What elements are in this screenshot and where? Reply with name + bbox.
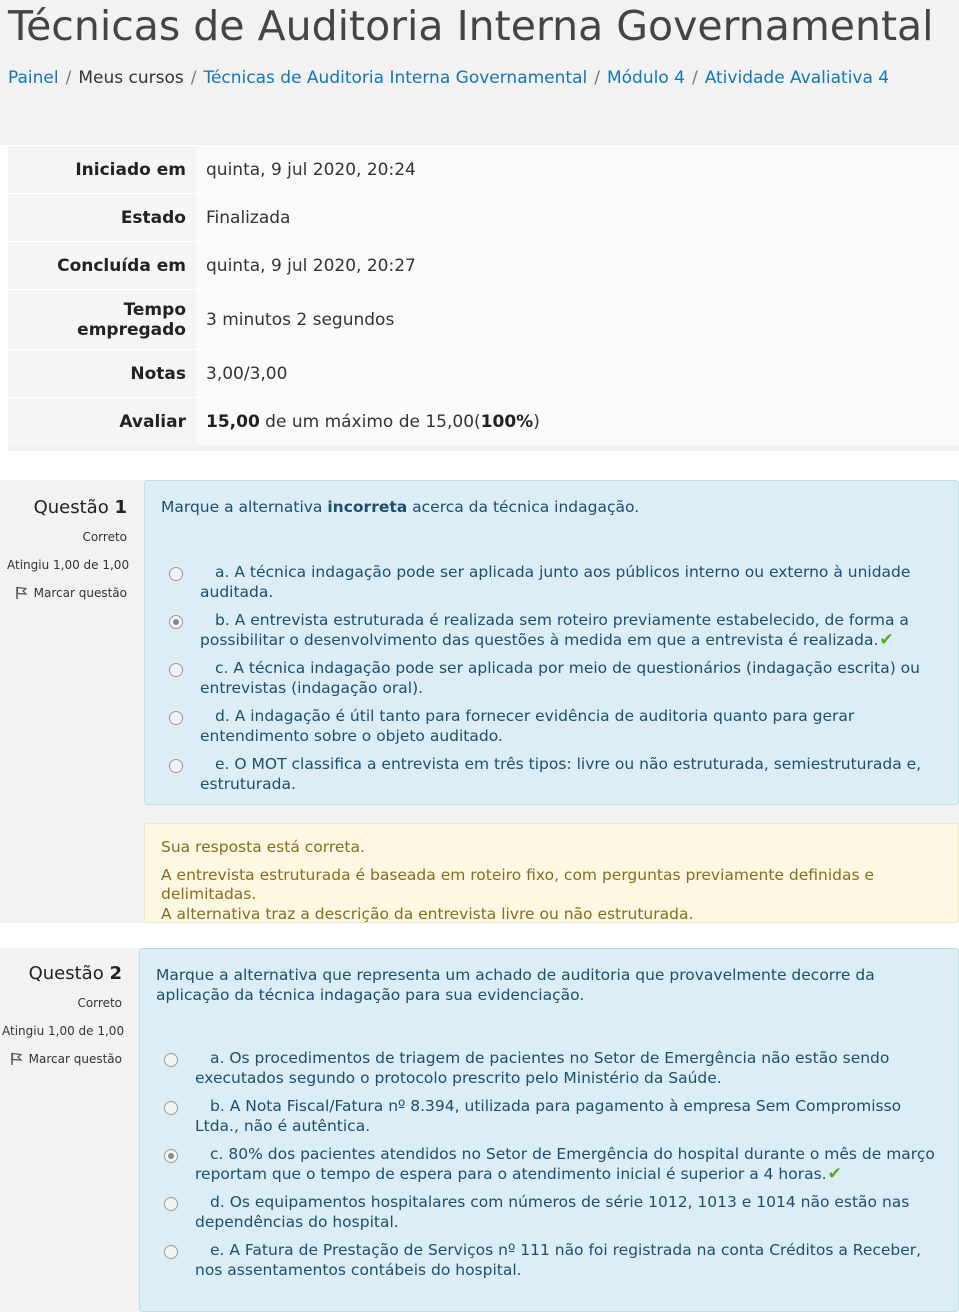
radio-button[interactable] (169, 711, 183, 725)
summary-label: Estado (8, 193, 196, 241)
radio-button[interactable] (164, 1053, 178, 1067)
summary-label (8, 289, 196, 349)
summary-label: Avaliar (8, 397, 196, 445)
answer-text: b. A Nota Fiscal/Fatura nº 8.394, utilizada para pagamento à empresa Sem Compromisso Ltda., não é autêntica. (195, 1097, 902, 1135)
flag-question-label: Marcar questão (28, 1052, 122, 1066)
summary-row-completed (8, 241, 959, 289)
flag-question-label: Marcar questão (33, 586, 127, 600)
question-1-content (144, 480, 959, 805)
question-number: Questão 1 (33, 497, 127, 518)
question-2-content (139, 948, 959, 1312)
check-icon: ✔ (827, 1163, 842, 1184)
breadcrumb-painel[interactable]: Painel (8, 68, 59, 88)
answer-text: c. 80% dos pacientes atendidos no Setor de Emergência do hospital durante o mês de março reportam que o tempo de espera para o atendimento inicial é superior a 4 horas.✔ (195, 1145, 935, 1184)
question-status: Correto (77, 996, 122, 1010)
answer-text: b. A entrevista estruturada é realizada sem roteiro previamente estabelecido, de forma a possibilitar o desenvolvimento das questões à medida em que a entrevista é realizada.✔ (200, 611, 909, 650)
summary-value: quinta, 9 jul 2020, 20:24 (196, 145, 959, 193)
summary-label: Concluída em (8, 241, 196, 289)
answer-option-a[interactable] (156, 1049, 944, 1088)
breadcrumb-course[interactable]: Técnicas de Auditoria Interna Governamental (203, 68, 588, 88)
summary-row-marks (8, 349, 959, 397)
grade-percent: 100% (480, 411, 534, 432)
summary-value (196, 397, 959, 445)
answer-option-c[interactable] (161, 659, 944, 698)
radio-button[interactable] (164, 1197, 178, 1211)
summary-row-state (8, 193, 959, 241)
feedback-title: Sua resposta está correta. (161, 838, 365, 856)
radio-button-selected[interactable] (164, 1149, 178, 1163)
summary-row-time (8, 289, 959, 349)
breadcrumb-meus-cursos: Meus cursos (78, 68, 184, 88)
question-2-block (0, 948, 959, 1312)
check-icon: ✔ (879, 629, 894, 650)
radio-button[interactable] (164, 1245, 178, 1259)
answer-options (161, 563, 944, 794)
summary-value: 3,00/3,00 (196, 349, 959, 397)
flag-question-link[interactable] (10, 1052, 122, 1066)
answer-text: c. A técnica indagação pode ser aplicada por meio de questionários (indagação escrita) ou entrevistas (indagação oral). (200, 659, 920, 697)
summary-row-started (8, 145, 959, 193)
answer-text: e. A Fatura de Prestação de Serviços nº 111 não foi registrada na conta Créditos a Receber, nos assentamentos contábeis do hospital. (195, 1241, 922, 1279)
summary-label: Notas (8, 349, 196, 397)
question-number: Questão 2 (28, 963, 122, 984)
question-status: Correto (82, 530, 127, 544)
answer-text: d. Os equipamentos hospitalares com números de série 1012, 1013 e 1014 não estão nas dependências do hospital. (195, 1193, 910, 1231)
breadcrumb-activity[interactable]: Atividade Avaliativa 4 (704, 68, 890, 88)
summary-label: Iniciado em (8, 145, 196, 193)
breadcrumb-separator: / (594, 68, 600, 88)
breadcrumb-separator: / (190, 68, 197, 88)
answer-option-d[interactable] (156, 1193, 944, 1232)
question-info (7, 497, 130, 603)
attempt-summary-table (8, 145, 959, 451)
breadcrumb-module[interactable]: Módulo 4 (606, 68, 685, 88)
question-points: Atingiu 1,00 de 1,00 (2, 1024, 125, 1038)
radio-button[interactable] (169, 567, 183, 581)
summary-label-line1: Tempo (123, 299, 186, 320)
answer-option-d[interactable] (161, 707, 944, 746)
answer-text: d. A indagação é útil tanto para fornecer evidência de auditoria quanto para gerar entendimento sobre o objeto auditado. (200, 707, 855, 745)
answer-option-e[interactable] (156, 1241, 944, 1280)
question-info (2, 963, 125, 1069)
flag-question-link[interactable] (15, 586, 127, 600)
question-points: Atingiu 1,00 de 1,00 (7, 558, 130, 572)
page-title: Técnicas de Auditoria Interna Governamental (8, 2, 934, 50)
question-text: Marque a alternativa que representa um achado de auditoria que provavelmente decorre da aplicação da técnica indagação para sua evidenciação. (156, 966, 875, 1004)
summary-row-grade (8, 397, 959, 445)
breadcrumb-separator: / (65, 68, 72, 88)
page-header (0, 0, 959, 145)
answer-option-c[interactable] (156, 1145, 944, 1184)
radio-button-selected[interactable] (169, 615, 183, 629)
answer-option-b[interactable] (161, 611, 944, 650)
answer-options (156, 1049, 944, 1280)
answer-option-b[interactable] (156, 1097, 944, 1136)
answer-option-a[interactable] (161, 563, 944, 602)
question-1-block (0, 480, 959, 923)
question-1-feedback (144, 823, 959, 923)
answer-text: e. O MOT classifica a entrevista em três tipos: livre ou não estruturada, semiestruturada e, estruturada. (200, 755, 922, 793)
answer-option-e[interactable] (161, 755, 944, 794)
breadcrumb (8, 68, 889, 88)
feedback-line: A alternativa traz a descrição da entrevista livre ou não estruturada. (161, 904, 694, 923)
feedback-line: A entrevista estruturada é baseada em roteiro fixo, com perguntas previamente definidas e delimitadas. (161, 865, 875, 903)
question-text: Marque a alternativa incorreta acerca da técnica indagação. (161, 498, 640, 516)
grade-end: ) (533, 411, 540, 432)
answer-text: a. A técnica indagação pode ser aplicada junto aos públicos interno ou externo à unidade auditada. (200, 563, 911, 601)
flag-icon (15, 586, 28, 600)
summary-value: 3 minutos 2 segundos (196, 289, 959, 349)
summary-label-line2: empregado (77, 319, 186, 340)
summary-value: Finalizada (196, 193, 959, 241)
radio-button[interactable] (164, 1101, 178, 1115)
radio-button[interactable] (169, 663, 183, 677)
summary-value: quinta, 9 jul 2020, 20:27 (196, 241, 959, 289)
radio-button[interactable] (169, 759, 183, 773)
grade-middle: de um máximo de 15,00( (259, 411, 481, 432)
answer-text: a. Os procedimentos de triagem de pacientes no Setor de Emergência não estão sendo executados segundo o protocolo prescrito pelo Ministério da Saúde. (195, 1049, 890, 1087)
grade-score: 15,00 (206, 411, 260, 432)
breadcrumb-separator: / (691, 68, 698, 88)
flag-icon (10, 1052, 23, 1066)
